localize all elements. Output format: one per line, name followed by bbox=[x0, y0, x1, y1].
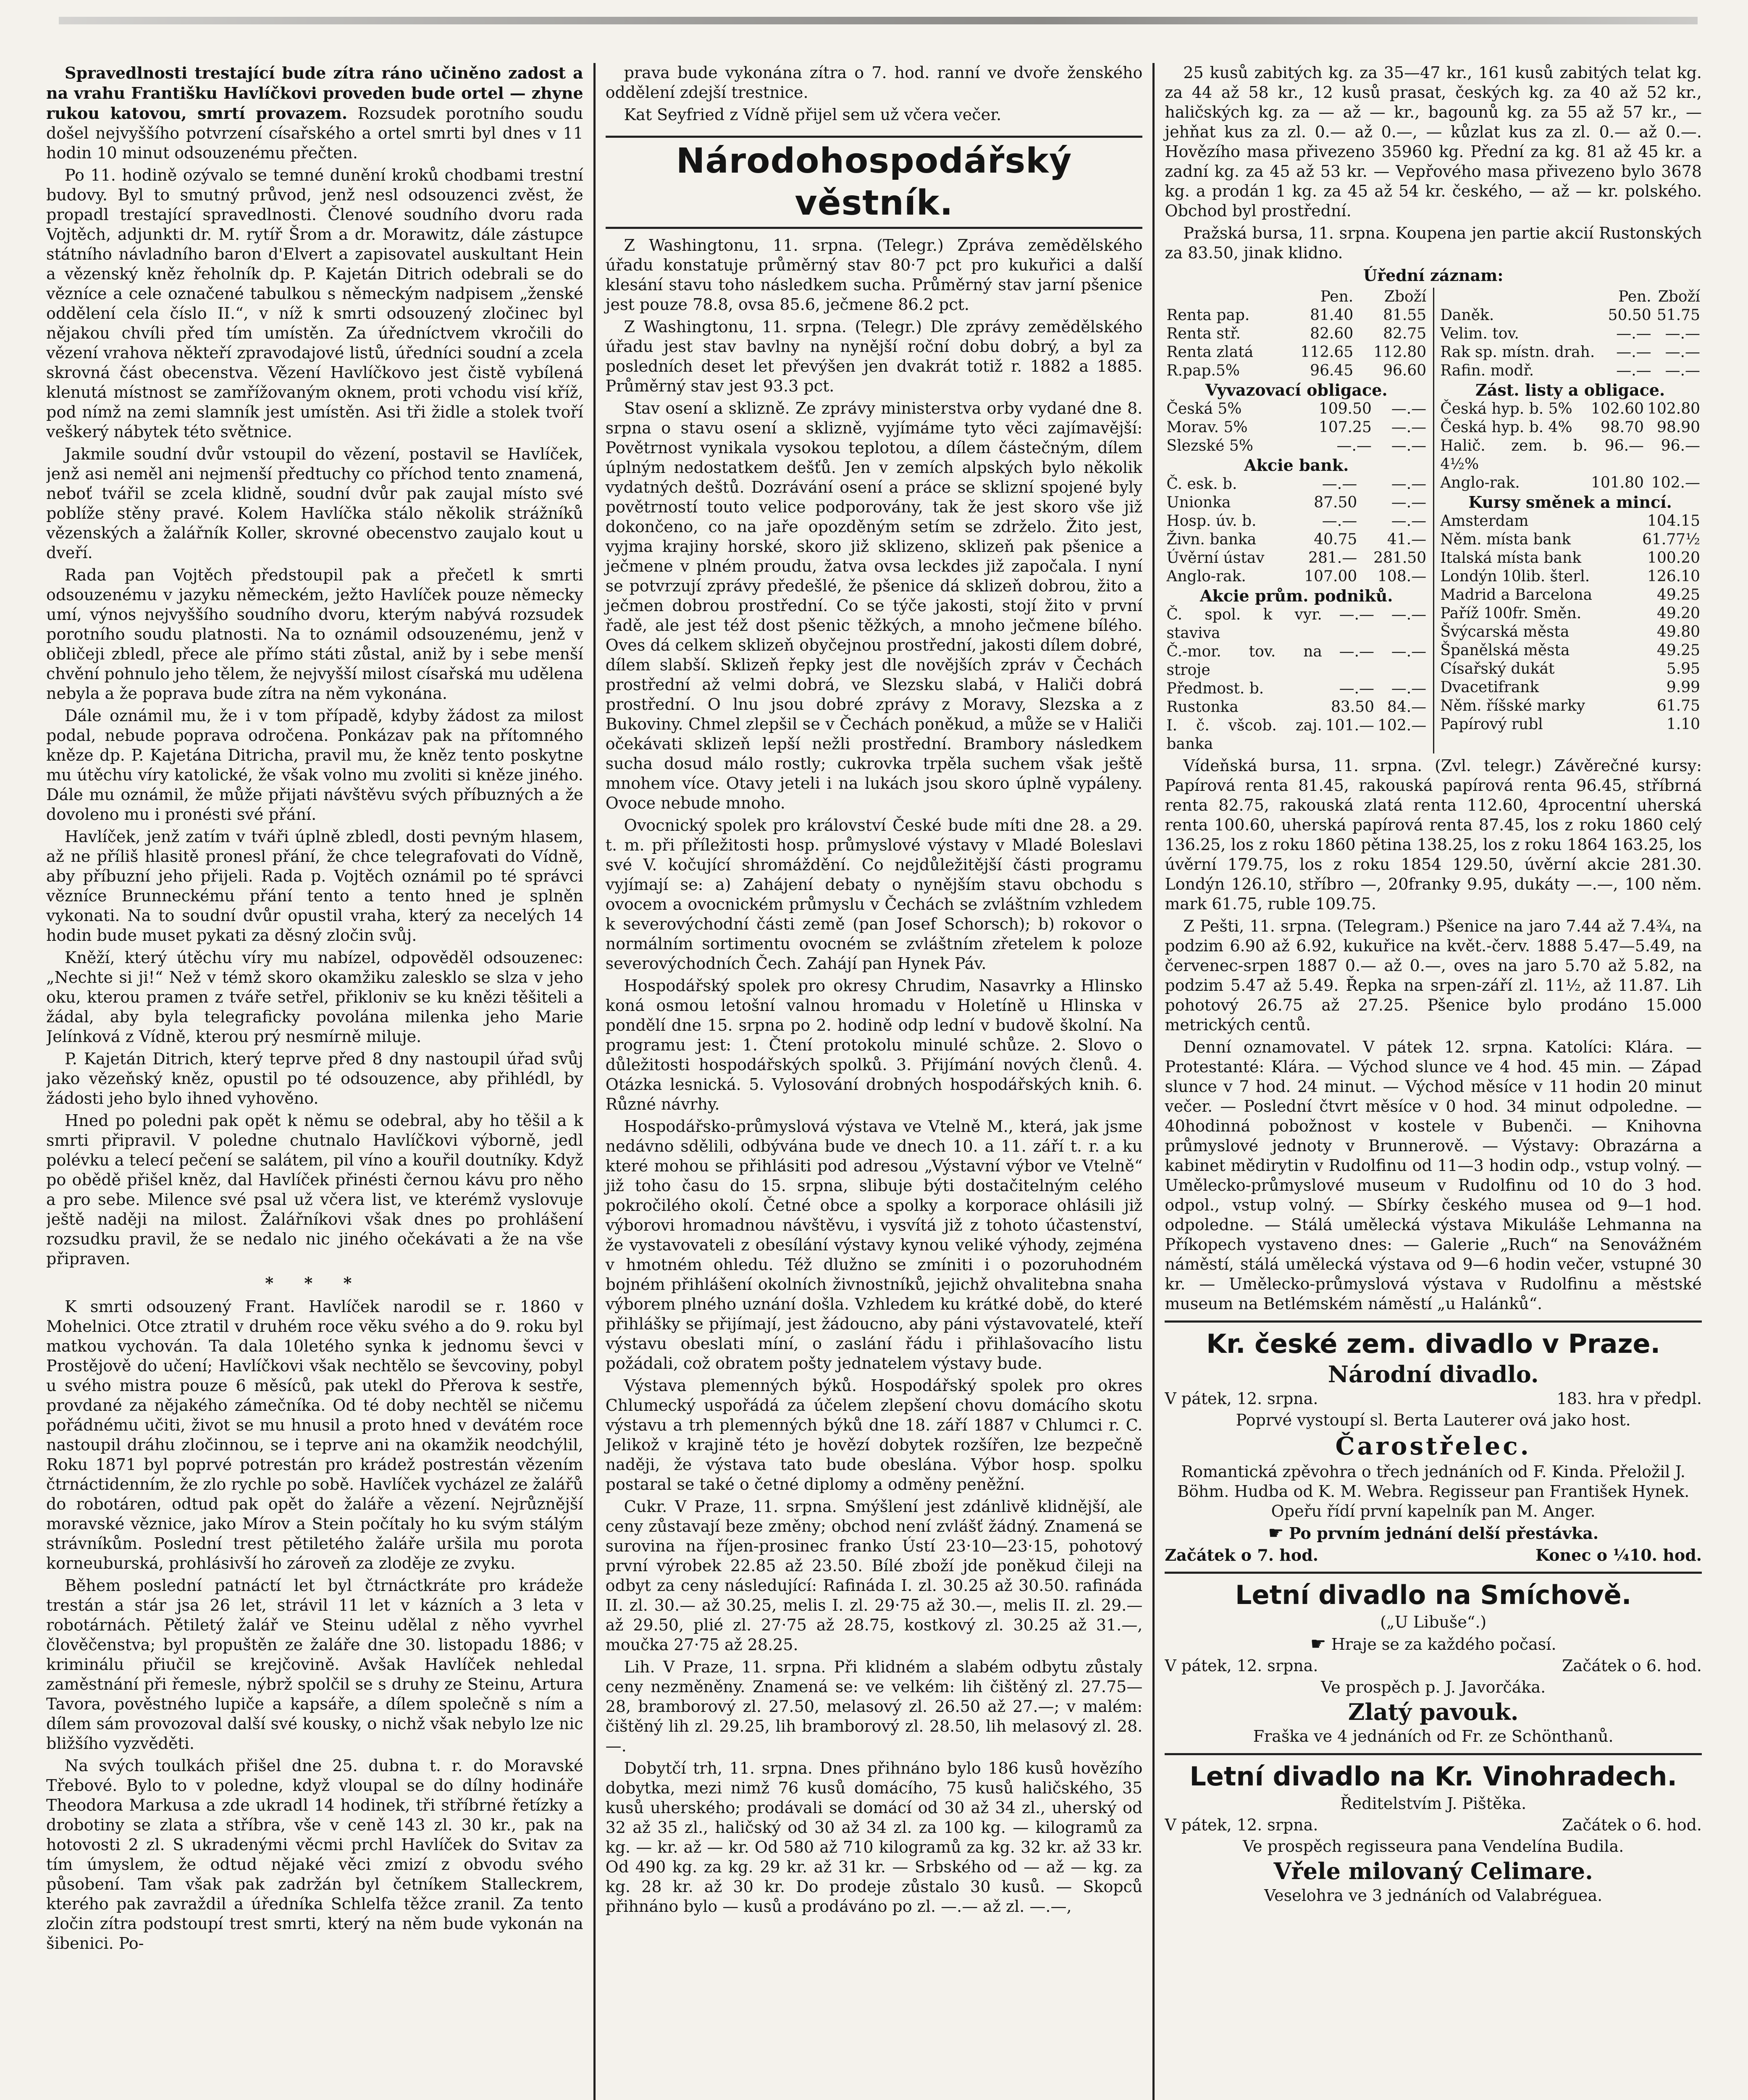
akcie-table bbox=[1165, 475, 1428, 586]
row-label: Anglo-rak. bbox=[1166, 568, 1246, 585]
row-value: 61.75 bbox=[1656, 697, 1701, 714]
row-value: 40.75 bbox=[1314, 531, 1357, 548]
paragraph: Hned po poledni pak opět k němu se odebral, aby ho těšil a k smrti připravil. V poledne chutnalo Havlíčkovi výborně, jedl polévku a telecí pečení se salátem, pil víno a kouřil doutníky. Když po obědě přišel kněz, dal Havlíček přinésti černou kávu pro něho a pro sebe. Milence své psal už včera list, ve kterémž vyslovuje ještě naději na milost. Žalářníkovi však dnes po prohlášení rozsudku pravil, že se nedalo nic jiného očekávati a že na vše připraven. bbox=[46, 1111, 583, 1268]
table-row bbox=[1165, 362, 1428, 380]
paragraph: Dobytčí trh, 11. srpna. Dnes přihnáno bylo 186 kusů hovězího dobytka, mezi nimž 76 kusů domácího, 75 kusů haličského, 35 kusů uherského; prodávali se domácí od 30 až 34 zl., uherský od 32 až 35 zl., haličský od 30 až 34 zl. za 100 kg. — kilogramů za kg. — kr. až — kr. Od 580 až 710 kilogramů za kg. 32 kr. až 33 kr. Od 490 kg. za kg. 29 kr. až 31 kr. — Srbského od — až — kg. za kg. 28 kr. až 30 kr. Do prodeje zůstalo 30 kusů. — Skopců přihnáno bylo — kusů a prodáváno po zl. —.— až zl. —.—, bbox=[605, 1759, 1143, 1916]
table-row bbox=[1165, 698, 1428, 717]
table-row bbox=[1165, 418, 1428, 437]
section-separator: * * * bbox=[265, 1273, 365, 1292]
row-label: Česká hyp. b. 5% bbox=[1440, 400, 1572, 417]
row-value: —.— bbox=[1391, 400, 1427, 417]
paragraph: Po 11. hodině ozývalo se temné dunění kroků chodbami trestní budovy. Byl to smutný průvod, jenž nesl odsouzenci zvěst, že propadl trestající spravedlnosti. Členové soudního dvoru rada Vojtěch, adjunkti dr. M. rytíř Šrom a dr. Morawitz, dále zástupce státního návladního baron d'Elvert a zapisovatel auskultant Hein a vězenský kněz řeholník dp. P. Kajetán Ditrich odebrali se do vězníce a cele označené tabulkou s německým nadpisem „ženské oddělení cela číslo II.“, v níž k smrti odsouzený zločinec byl nějakou chvíli před tím umístěn. Za úředníctvem vkročili do vězení vrahova někteří zpravodajové listů, úředníci soudní a zcela skrovná část obecenstva. Vězení Havlíčkovo jest čistě vybílená klenutá místnost se zamřížovaným oknem, proti vchodu visí kříž, pod nímž na zemi slamník jest umístěn. Asi tři židle a stolek tvoří veškerý nábytek této světnice. bbox=[46, 166, 583, 441]
row-label: Hosp. úv. b. bbox=[1166, 512, 1257, 530]
row-value: 41.— bbox=[1387, 531, 1427, 548]
row-value: 100.20 bbox=[1647, 549, 1701, 567]
row-label: Morav. 5% bbox=[1166, 419, 1248, 436]
date-row bbox=[1165, 1815, 1702, 1835]
row-label: Slezské 5% bbox=[1166, 437, 1253, 454]
theatre-subtitle: Národní divadlo. bbox=[1328, 1361, 1539, 1388]
table-row bbox=[1165, 325, 1428, 343]
table-row bbox=[1165, 343, 1428, 362]
col-header: Zboží bbox=[1384, 288, 1427, 305]
row-value: 96.60 bbox=[1383, 362, 1427, 379]
performance-date: V pátek, 12. srpna. bbox=[1165, 1389, 1318, 1408]
play-title: Vřele milovaný Celimare. bbox=[1273, 1858, 1593, 1885]
date-row bbox=[1165, 1389, 1702, 1409]
paragraph: Hospodářsko-průmyslová výstava ve Vtelně M., která, jak jsme nedávno sdělili, odbývána bude ve dnech 10. a 11. září t. r. a ku které mohou se přihlásiti pod adresou „Výstavní výbor ve Vtelně“ již toho času do 15. srpna, slibuje býti dostačitelným celého pokročilého okolí. Četné obce a spolky a korporace ohlásili již výborovi hromadnou návštěvu, i vysvítá již z tohoto účastenství, že vystavovateli z obesílání výstavy kynou veliké výhody, zejména v hmotném ohledu. Též dlužno se zmíniti i o pozoruhodném bojném přihlášení okolních živnostníků, jejichž ohvalitebna snaha výborem plného uznání došla. Vzhledem ku krátké době, do které přihlášky se přijímají, jest žádoucno, aby páni výstavovatelé, kteří výstavu obeslati míní, o zaslání řádu i přihlašovacího listu požádali, což obratem pošty jednatelem výstavy bude. bbox=[605, 1117, 1143, 1373]
subtable-title: Vyvazovací obligace. bbox=[1205, 381, 1388, 399]
row-value: 101.— bbox=[1325, 717, 1375, 734]
row-label: Renta pap. bbox=[1166, 307, 1250, 324]
rates-pair bbox=[1165, 288, 1702, 753]
row-value: —.— bbox=[1391, 680, 1427, 697]
paragraph: Kněží, který útěchu víry mu nabízel, odpověděl odsouzenec: „Nechte si ji!“ Než v témž skoro okamžiku zalesklo se slza v jeho oku, kterou pramen z tváře setřel, přikloniv se ku knězi těšiteli a žádal, aby byla telegraficky povolána milenka jeho Marie Jelínková z Vídně, kterou prý nesmírně miluje. bbox=[46, 948, 583, 1046]
table-row bbox=[1165, 494, 1428, 512]
row-value: —.— bbox=[1391, 437, 1427, 454]
row-label: I. č. všcob. zaj. banka bbox=[1166, 717, 1322, 753]
subtable-title: Akcie prům. podniků. bbox=[1200, 586, 1393, 605]
row-value: 1.10 bbox=[1666, 716, 1701, 733]
row-label: Č.-mor. tov. na stroje bbox=[1166, 643, 1322, 679]
row-value: 107.25 bbox=[1318, 419, 1372, 436]
row-value: 109.50 bbox=[1318, 400, 1372, 417]
row-value: 101.80 bbox=[1591, 474, 1644, 491]
row-label: Č. esk. b. bbox=[1166, 475, 1237, 493]
row-label: Švýcarská města bbox=[1440, 623, 1570, 640]
table-row bbox=[1438, 567, 1702, 586]
row-label: Rafin. modř. bbox=[1440, 362, 1534, 379]
play-description: Veselohra ve 3 jednáních od Valabréguea. bbox=[1264, 1886, 1603, 1905]
paragraph: Ovocnický spolek pro království České bude míti dne 28. a 29. t. m. při příležitosti hosp. průmyslové výstavy v Mladé Boleslavi své V. kočující shromáždění. Co nejdůležitější části programu vyjímají se: a) Zahájení debaty o nynějším stavu obchodu s ovocem a ovocnickém průmyslu v Čechách se zvláštním vzhledem k severovýchodní části země (pan Josef Schorsch); b) rokovor o normálním sortimentu ovocném se zvláštním zřetelem k poloze severovýchodních Čech. Zahájí pan Hynek Páv. bbox=[605, 816, 1143, 973]
row-value: 281.50 bbox=[1373, 549, 1427, 567]
row-label: Daněk. bbox=[1440, 307, 1494, 324]
start-time: Začátek o 6. hod. bbox=[1562, 1656, 1702, 1675]
paragraph: Z Pešti, 11. srpna. (Telegram.) Pšenice na jaro 7.44 až 7.4¾, na podzim 6.90 až 6.92, kukuřice na květ.-červ. 1888 5.47—5.49, na červenec-srpen 1887 0.— až 0.—, oves na jaro 5.70 až 5.82, na podzim 5.47 až 5.49. Řepka na srpen-září zl. 11½, až 11.87. Lih pohotový 26.75 až 27.25. Pšenice bylo prodáno 15.000 metrických centů. bbox=[1165, 917, 1702, 1034]
row-value: 108.— bbox=[1378, 568, 1427, 585]
row-value: 96.— bbox=[1661, 437, 1701, 454]
row-value: 104.15 bbox=[1647, 512, 1701, 530]
paragraph: Během poslední patnáctí let byl čtrnáctkráte pro krádeže trestán a stár jsa 26 let, strávil 11 let v kázních a 3 leta v robotárnách. Pětiletý žalář ve Steinu udělal z něho vyvrhel člověčenstva; byl propuštěn ze žaláře dne 30. listopadu 1886; v kriminálu přiučil se krejčovině. Avšak Havlíček nehledal zaměstnání při řemesle, nýbrž spolčil se s druhy ze Steinu, Artura Tavora, pověstného lupiče a kapsáře, a dílem společně s ním a dílem sám provozoval další své kousky, o nichž však nebylo lze nic bližšího vyzvěděti. bbox=[46, 1576, 583, 1753]
row-label: Anglo-rak. bbox=[1440, 474, 1520, 491]
paragraph: prava bude vykonána zítra o 7. hod. ranní ve dvoře ženského oddělení zdejší trestnice. bbox=[605, 63, 1143, 102]
table-header bbox=[1438, 288, 1702, 306]
row-value: —.— bbox=[1391, 643, 1427, 660]
row-label: Rustonka bbox=[1166, 698, 1239, 716]
table-row bbox=[1438, 325, 1702, 343]
theatre-ad-vinohrady bbox=[1165, 1753, 1702, 1906]
date-row bbox=[1165, 1656, 1702, 1676]
paragraph: Kat Seyfried z Vídně přijel sem už včera večer. bbox=[624, 105, 1002, 124]
row-label: Velim. tov. bbox=[1440, 325, 1519, 342]
col-header: Pen. bbox=[1320, 288, 1354, 305]
subtable-title: Zást. listy a obligace. bbox=[1475, 381, 1665, 399]
row-value: 49.20 bbox=[1656, 605, 1701, 622]
start-time: Začátek o 6. hod. bbox=[1562, 1816, 1702, 1834]
table-row bbox=[1438, 549, 1702, 567]
paragraph: Havlíček, jenž zatím v tváři úplně zbledl, dosti pevným hlasem, až ne příliš hlasitě pronesl přání, že chce telegrafovati do Vídně, aby příbuzní jeho přijeli. Rada p. Vojtěch oznámil po té správci vězníce Brunneckému přání tento a tento hned je splněn vykonati. Na to soudní dvůr opustil vraha, který za necelých 14 hodin bude muset pykati za děsný zločin svůj. bbox=[46, 827, 583, 945]
row-value: —.— bbox=[1391, 494, 1427, 511]
row-label: Živn. banka bbox=[1166, 531, 1257, 548]
official-record-title: Úřední záznam: bbox=[1363, 266, 1504, 285]
row-value: —.— bbox=[1339, 680, 1375, 697]
row-value: 96.— bbox=[1604, 437, 1644, 454]
column-1 bbox=[46, 63, 583, 2100]
row-label: Amsterdam bbox=[1440, 512, 1529, 530]
row-value: —.— bbox=[1391, 606, 1427, 623]
play-description: Romantická zpěvohra o třech jednáních od F. Kinda. Přeložil J. Böhm. Hudba od K. M. Webra. Regisseur pan František Hynek. Opeřu řídí první kapelník pan M. Anger. bbox=[1177, 1462, 1690, 1520]
row-value: 96.45 bbox=[1310, 362, 1354, 379]
row-label: Halič. zem. b. 4½% bbox=[1440, 437, 1588, 473]
table-row bbox=[1438, 418, 1702, 437]
table-row bbox=[1165, 512, 1428, 530]
row-value: 82.60 bbox=[1310, 325, 1354, 342]
weather-note bbox=[1165, 1634, 1702, 1654]
theatre-title: Letní divadlo na Kr. Vinohradech. bbox=[1189, 1761, 1677, 1792]
row-value: 83.50 bbox=[1331, 698, 1375, 716]
row-value: —.— bbox=[1322, 475, 1357, 493]
scan-edge-shadow bbox=[59, 17, 1698, 24]
row-label: Paříž 100fr. Směn. bbox=[1440, 605, 1582, 622]
table-row bbox=[1438, 512, 1702, 530]
prum-table bbox=[1165, 606, 1428, 753]
lead-text: Spravedlnosti trestající bude zítra ráno učiněno zadost a na vrahu Františku Havlíčkovi proveden bude ortel — zhyne rukou katovou, smrtí provazem. bbox=[46, 63, 583, 123]
row-value: 50.50 bbox=[1608, 307, 1651, 324]
table-row bbox=[1438, 660, 1702, 678]
table-row bbox=[1438, 474, 1702, 492]
subtable-title: Akcie bank. bbox=[1244, 456, 1349, 475]
row-label: Renta stř. bbox=[1166, 325, 1241, 342]
row-label: Úvěrní ústav bbox=[1166, 549, 1265, 567]
theatre-ad-national bbox=[1165, 1320, 1702, 1565]
rates-table-right bbox=[1438, 288, 1702, 380]
table-row bbox=[1438, 437, 1702, 474]
paragraph: K smrti odsouzený Frant. Havlíček narodil se r. 1860 v Mohelnici. Otce ztratil v druhém roce věku svého a do 9. roku byl matkou vychován. Ta dala 10letého synka k jednomu ševci v Prostějově do učení; Havlíčkovi však nechtělo se ševcoviny, pobyl u svého mistra pouze 6 měsíců, pak utekl do Přerova k sestře, provdané za nějakého zámečníka. Od té doby nechtěl se ničemu pořádnému učiti, život se mu hnusil a proto hned v devátém roce nastoupil dráhu zločinnou, se i teprve ani na okamžik neodchýlil, Roku 1871 byl poprvé potrestán pro krádež postrestán vězením čtrnáctidenním, že zlo rychle po sobě. Havlíček vycházel ze žalářů do robotáren, odtud pak opět do žaláře a vězení. Nejrůznější moravské věznice, jako Mírov a Stein počítaly ho ku svým stálým strávníkům. Poslední trest pětiletého žaláře uršila mu porota korneuburská, prohlásivší ho zároveň za zloděje ze zvyku. bbox=[46, 1297, 583, 1572]
rates-right bbox=[1433, 288, 1702, 753]
row-label: Rak sp. místn. drah. bbox=[1440, 344, 1595, 361]
paragraph: Hospodářský spolek pro okresy Chrudim, Nasavrky a Hlinsko koná osmou letošní valnou hromadu v Holetíně u Hlinska v pondělí dne 15. srpna po 2. hodině odp lední v budově školní. Na programu jest: 1. Čtení protokolu minulé schůze. 2. Slovo o důležitosti hospodářských spolků. 3. Přijímání nových členů. 4. Otázka lesnická. 5. Vylosování drobných hospodářských knih. 6. Různé návrhy. bbox=[605, 976, 1143, 1113]
row-label: Císařský dukát bbox=[1440, 660, 1555, 677]
row-value: —.— bbox=[1336, 437, 1372, 454]
table-row bbox=[1165, 400, 1428, 418]
column-2 bbox=[593, 63, 1143, 2100]
row-value: —.— bbox=[1339, 643, 1375, 660]
paragraph: 25 kusů zabitých kg. za 35—47 kr., 161 kusů zabitých telat kg. za 44 až 58 kr., 12 kusů prasat, českých kg. za 40 až 52 kr., haličských kg. za — až — kr., bagounů kg. za 55 až 57 kr., — jehňat kus za zl. 0.— až 0.—, — kůzlat kus za zl. 0.— až 0.—. Hovězího masa přivezeno 35960 kg. Přední za kg. 81 až 45 kr. a zadní kg. za 45 až 53 kr. — Vepřového masa přivezeno bylo 3678 kg. a prodán 1 kg. za 45 až 54 kr. českého, — až — kr. polského. Obchod byl prostřední. bbox=[1165, 63, 1702, 220]
table-row bbox=[1438, 623, 1702, 641]
paragraph: Výstava plemenných býků. Hospodářský spolek pro okres Chlumecký uspořádá za účelem zlepšení chovu domácího skotu výstavu a trh plemenných býků dne 18. září 1887 v Chlumci r. C. Jelikož v krajině této je hovězí dobytek rozšířen, lze bezpečně naději, že výstava tato bude obeslána. Výbor hosp. spolku postaral se také o četné diplomy a odměny peněžní. bbox=[605, 1376, 1143, 1494]
row-value: —.— bbox=[1616, 362, 1651, 379]
weather-text: Hraje se za každého počasí. bbox=[1331, 1635, 1556, 1654]
row-value: 102.— bbox=[1651, 474, 1701, 491]
row-value: 102.— bbox=[1378, 717, 1427, 734]
row-value: 61.77½ bbox=[1642, 531, 1701, 548]
table-row bbox=[1438, 715, 1702, 734]
row-label: Papírový rubl bbox=[1440, 716, 1543, 733]
theatre-ad-smichov bbox=[1165, 1572, 1702, 1746]
play-description: Fraška ve 4 jednáních od Fr. ze Schönthanů. bbox=[1253, 1727, 1614, 1746]
performance-date: V pátek, 12. srpna. bbox=[1165, 1816, 1318, 1834]
table-row bbox=[1438, 697, 1702, 715]
row-value: 98.70 bbox=[1601, 419, 1644, 436]
article-execution-lead bbox=[46, 63, 583, 163]
table-row bbox=[1165, 549, 1428, 567]
benefit-note: Ve prospěch p. J. Javorčáka. bbox=[1321, 1678, 1546, 1696]
paragraph: Na svých toulkách přišel dne 25. dubna t. r. do Moravské Třebové. Bylo to v poledne, když vloupal se do dílny hodináře Theodora Markusa a zde ukradl 14 hodinek, tři stříbrné řetízky a drobotiny se zlata a stříbra, vše v ceně 143 zl. 30 kr., pak na hotovosti 2 zl. S ukradenými věcmi prchl Havlíček do Svitav za tím úmyslem, že odtud nějaké věci zmizí z obvodu svého působení. Tam však pak zadržán byl četníkem Stalleckrem, kterého pak zavraždil a úředníka Schlelfa těžce zranil. Za tento zločin zítra podstoupí trest smrti, který na něm bude vykonán na šibenici. Po- bbox=[46, 1756, 583, 1953]
row-label: R.pap.5% bbox=[1166, 362, 1240, 379]
row-value: 82.75 bbox=[1383, 325, 1427, 342]
row-label: Č. spol. k vyr. staviva bbox=[1166, 606, 1322, 642]
row-value: 5.95 bbox=[1666, 660, 1701, 677]
table-row bbox=[1165, 680, 1428, 698]
section-title: Národohospodářský věstník. bbox=[606, 136, 1143, 229]
table-row bbox=[1438, 678, 1702, 697]
paragraph: Dále oznámil mu, že i v tom případě, kdyby žádost za milost podal, nebude poprava odročena. Ponkázav pak na přítomného kněze dp. P. Kajetána Ditricha, pravil mu, že kněz tento poskytne mu útěchu víry katolické, že však volno mu zvoliti si kněze jiného. Dále mu oznámil, že může přijati návštěvu svých příbuzných a že dovoleno mu i pronésti své přání. bbox=[46, 706, 583, 824]
row-label: Italská místa bank bbox=[1440, 549, 1582, 567]
paragraph: Denní oznamovatel. V pátek 12. srpna. Katolíci: Klára. — Protestanté: Klára. — Východ slunce ve 4 hod. 45 min. — Západ slunce v 7 hod. 24 minut. — Východ měsíce v 11 hodin 20 minut večer. — Poslední čtvrt měsíce v 0 hod. 34 minut odpoledne. — 40hodinná pobožnost v kostele v Bubenči. — Knihovna průmyslové jednoty v Brunnerově. — Výstavy: Obrazárna a kabinet mědirytin v Rudolfinu od 11—3 hodin odp., vstup volný. — Umělecko-průmyslové museum v Rudolfinu od 10 do 3 hod. odpol., vstup volný. — Sbírky českého musea od 9—1 hod. odpoledne. — Stálá umělecká výstava Mikuláše Lehmanna na Příkopech vystaveno dnes: — Galerie „Ruch“ na Senovážném náměstí, stálá umělecká výstava od 9—6 hodin večer, vstupné 30 kr. — Umělecko-průmyslová výstava v Rudolfinu a městské museum na Betlémském náměstí „u Halánků“. bbox=[1165, 1038, 1702, 1313]
table-row bbox=[1438, 362, 1702, 380]
column-3 bbox=[1152, 63, 1702, 2100]
theatre-title: Kr. české zem. divadlo v Praze. bbox=[1206, 1328, 1661, 1359]
intermission-text: Po prvním jednání delší přestávka. bbox=[1289, 1524, 1599, 1543]
paragraph: Stav osení a sklizně. Ze zprávy ministerstva orby vydané dne 8. srpna o stavu osení a sklizně, vyjímáme tyto věci zajímavější: Povětrnost vynikala vysokou teplotou, a dílem částečným, dílem úplným nedostatkem dešťů. Jen v zemích alpských bylo několik vydatných deštů. Dozrávání osení a práce se sklizní spojené byly povětrností touto velice podporovány, tak že jest skoro vše již dokončeno, co na jaře opozděným setím se zdrželo. Žito jest, vyjma krajiny horské, skoro již sklizeno, sklizeň pak pšenice a ječmene v plném proudu, žatva ovsa leckdes již započala. I nyní se potvrzují zprávy předešlé, že pšenice dá sklizeň dobrou, žito a ječmen dobrou prostřední. Co se týče jakosti, stojí žito v první řadě, ale jest též dost pšenic těžkých, a mnoho ječmene bílého. Oves dá celkem sklizeň obyčejnou prostřední, jakosti dílem dobré, dílem slabší. Sklizeň řepky jest dle novějších zpráv v Čechách prostřední až velmi dobrá, ve Slezsku slabá, v Haliči dobrá prostřední. O lnu jsou dobré zprávy z Moravy, Slezska a z Bukoviny. Chmel zlepšil se v Čechách poněkud, a může se v Haliči očekávati sklizeň lepší nežli prostřední. Brambory následkem sucha dosud málo rostly; cukrovka trpěla suchem však ještě mnohem více. Otavy jeteli i na lukách jsou skoro úplně vypáleny. Ovoce nebude mnoho. bbox=[605, 399, 1143, 812]
table-row bbox=[1165, 437, 1428, 455]
row-label: Česká hyp. b. 4% bbox=[1440, 419, 1572, 436]
row-value: 51.75 bbox=[1656, 307, 1701, 324]
guest-note: Poprvé vystoupí sl. Berta Lauterer ová jako host. bbox=[1236, 1411, 1631, 1429]
subtable-title: Kursy směnek a mincí. bbox=[1468, 493, 1672, 512]
row-value: —.— bbox=[1391, 419, 1427, 436]
row-value: 126.10 bbox=[1647, 568, 1701, 585]
row-value: 87.50 bbox=[1314, 494, 1357, 511]
table-row bbox=[1165, 306, 1428, 325]
table-row bbox=[1438, 530, 1702, 549]
row-label: Španělská města bbox=[1440, 642, 1570, 659]
table-row bbox=[1165, 475, 1428, 494]
pointing-hand-icon: ☛ bbox=[1268, 1522, 1284, 1543]
row-label: Předmost. b. bbox=[1166, 680, 1264, 697]
table-row bbox=[1165, 606, 1428, 643]
row-value: 102.60 bbox=[1591, 400, 1644, 417]
row-value: —.— bbox=[1665, 344, 1701, 361]
row-label: Londýn 10lib. šterl. bbox=[1440, 568, 1590, 585]
row-value: 49.25 bbox=[1656, 586, 1701, 604]
row-value: 81.40 bbox=[1310, 307, 1354, 324]
row-value: 84.— bbox=[1387, 698, 1427, 716]
kursy-table bbox=[1438, 512, 1702, 734]
row-label: Renta zlatá bbox=[1166, 344, 1254, 361]
row-value: —.— bbox=[1665, 325, 1701, 342]
play-title: Zlatý pavouk. bbox=[1348, 1698, 1519, 1725]
row-value: 112.65 bbox=[1300, 344, 1354, 361]
paragraph: Lih. V Praze, 11. srpna. Při klidném a slabém odbytu zůstaly ceny nezměněny. Znamená se: ve velkém: lih čištěný zl. 27.75—28, bramborový zl. 27.50, melasový zl. 26.50 až 27.—; v malém: čištěný lih zl. 29.25, lih bramborový zl. 28.50, lih melasový zl. 28.—. bbox=[605, 1658, 1143, 1755]
table-header bbox=[1165, 288, 1428, 306]
performance-date: V pátek, 12. srpna. bbox=[1165, 1656, 1318, 1675]
table-row bbox=[1438, 586, 1702, 604]
paragraph: Cukr. V Praze, 11. srpna. Smýšlení jest zdánlivě klidnější, ale ceny zůstavají beze změny; obchod není zvlášť žádný. Znamená se surovina na říjen-prosinec franko Ústí 23·10—23·15, pohotový první výrobek 22.85 až 23.50. Bílé zboží jde poněkud čileji na odbyt za ceny následující: Rafináda I. zl. 30.25 až 30.50. rafináda II. zl. 30.— až 30.25, melis I. zl. 29·75 až 30.—, melis II. zl. 29.— až 29.50, plié zl. 27·75 až 28.75, kostkový zl. 30.25 až 31.—, moučka 27·75 až 28.25. bbox=[605, 1497, 1143, 1654]
row-value: —.— bbox=[1391, 512, 1427, 530]
col-header: Pen. bbox=[1618, 288, 1651, 305]
row-value: —.— bbox=[1616, 325, 1651, 342]
paragraph: Z Washingtonu, 11. srpna. (Telegr.) Dle zprávy zemědělského úřadu jest stav bavlny na nynější roční dobu dobrý, a byl za posledních deset let převýšen jen dvakrát totiž r. 1882 a 1885. Průměrný stav jest 93.3 pct. bbox=[605, 318, 1143, 395]
paragraph: Jakmile soudní dvůr vstoupil do vězení, postavil se Havlíček, jenž asi neměl ani nejmenší předtuchy co příchod tento znamená, neboť tvářil se zcela klidně, soudní dvůr pak zaujal místo své poblíže stěny pravé. Kolem Havlíčka stálo několik strážníků vězenských a žalářník Koller, skrovné obecenstvo zaujalo kout u dveří. bbox=[46, 445, 583, 562]
paragraph: Z Washingtonu, 11. srpna. (Telegr.) Zpráva zemědělského úřadu konstatuje průměrný stav 80·7 pct pro kukuřici a další klesání stavu toho následkem sucha. Průměrný stav jarní pšenice jest pouze 78.8, ovsa 85.6, ječmene 86.2 pct. bbox=[605, 236, 1143, 314]
theatre-director: Ředitelstvím J. Pištěka. bbox=[1340, 1794, 1527, 1813]
rates-table-left bbox=[1165, 288, 1428, 380]
row-value: —.— bbox=[1665, 362, 1701, 379]
row-value: 49.80 bbox=[1656, 623, 1701, 640]
lead-text-rest: Rozsudek porotního soudu došel nejvyššího potvrzení císařského a ortel smrti byl dnes v 11 hodin 10 minut odsouzenému přečten. bbox=[46, 104, 583, 162]
table-row bbox=[1165, 643, 1428, 680]
pointing-hand-icon: ☛ bbox=[1310, 1633, 1326, 1654]
row-label: Něm. místa bank bbox=[1440, 531, 1571, 548]
table-row bbox=[1438, 604, 1702, 623]
intermission-note bbox=[1165, 1523, 1702, 1544]
row-value: 281.— bbox=[1308, 549, 1357, 567]
benefit-note: Ve prospěch regisseura pana Vendelína Budila. bbox=[1243, 1837, 1624, 1856]
paragraph: P. Kajetán Ditrich, který teprve před 8 dny nastoupil úřad svůj jako vězeňský kněz, opustil po té odsouzence, aby přihlédl, by žádosti jeho bylo ihned vyhověno. bbox=[46, 1050, 583, 1108]
row-value: 102.80 bbox=[1647, 400, 1701, 417]
row-value: —.— bbox=[1322, 512, 1357, 530]
paragraph: Pražská bursa, 11. srpna. Koupena jen partie akcií Rustonských za 83.50, jinak klidno. bbox=[1165, 224, 1702, 262]
play-title: Čarostřelec. bbox=[1335, 1432, 1531, 1460]
row-value: 107.00 bbox=[1304, 568, 1357, 585]
row-label: Unionka bbox=[1166, 494, 1231, 511]
row-label: Madrid a Barcelona bbox=[1440, 586, 1593, 604]
vyvaz-table bbox=[1165, 400, 1428, 455]
row-value: —.— bbox=[1391, 475, 1427, 493]
start-time: Začátek o 7. hod. bbox=[1165, 1546, 1319, 1564]
row-value: 9.99 bbox=[1666, 679, 1701, 696]
time-row bbox=[1165, 1545, 1702, 1565]
table-row bbox=[1165, 567, 1428, 586]
table-row bbox=[1438, 641, 1702, 660]
rates-left bbox=[1165, 288, 1428, 753]
paragraph: Rada pan Vojtěch předstoupil pak a přečetl k smrti odsouzenému v jazyku německém, ježto Havlíček pouze německy umí, výnos nejvyššího soudního dvoru, kterým nabývá rozsudek porotního soudu platnosti. Na to oznámil odsouzenému, jenž v obličeji zbledl, přece ale přímo státi zůstal, aniž by i sebe menší chvění pohnulo jeho tělem, že nejvyšší milost císařská mu udělena nebyla a že poprava bude zítra na něm vykonána. bbox=[46, 566, 583, 703]
columns bbox=[46, 63, 1702, 2100]
theatre-subtitle: („U Libuše“.) bbox=[1380, 1613, 1487, 1631]
theatre-title: Letní divadlo na Smíchově. bbox=[1235, 1580, 1632, 1610]
table-row bbox=[1165, 530, 1428, 549]
end-time: Konec o ¼10. hod. bbox=[1535, 1546, 1702, 1564]
table-row bbox=[1438, 306, 1702, 325]
row-value: —.— bbox=[1616, 344, 1651, 361]
row-label: Česká 5% bbox=[1166, 400, 1242, 417]
paragraph: Vídeňská bursa, 11. srpna. (Zvl. telegr.) Závěrečné kursy: Papírová renta 81.45, rakouská papírová renta 96.45, stříbrná renta 82.75, rakouská zlatá renta 112.60, 4procentní uherská renta 100.60, uherská papírová renta 87.45, los z roku 1860 celý 136.25, los z roku 1860 pětina 138.25, los z roku 1864 163.25, los úvěrní 179.75, los z roku 1854 129.50, úvěrní akcie 281.30. Londýn 126.10, stříbro —, 20franky 9.95, dukáty —.—, 100 něm. mark 61.75, ruble 109.75. bbox=[1165, 756, 1702, 913]
row-value: 98.90 bbox=[1656, 419, 1701, 436]
row-label: Něm. říšské marky bbox=[1440, 697, 1585, 714]
row-value: 112.80 bbox=[1373, 344, 1427, 361]
row-value: 81.55 bbox=[1383, 307, 1427, 324]
row-value: —.— bbox=[1339, 606, 1375, 623]
row-value: 49.25 bbox=[1656, 642, 1701, 659]
col-header: Zboží bbox=[1658, 288, 1701, 305]
row-label: Dvacetifrank bbox=[1440, 679, 1539, 696]
table-row bbox=[1438, 400, 1702, 418]
table-row bbox=[1165, 717, 1428, 753]
performance-number: 183. hra v předpl. bbox=[1556, 1389, 1702, 1408]
zast-table bbox=[1438, 400, 1702, 492]
table-row bbox=[1438, 343, 1702, 362]
